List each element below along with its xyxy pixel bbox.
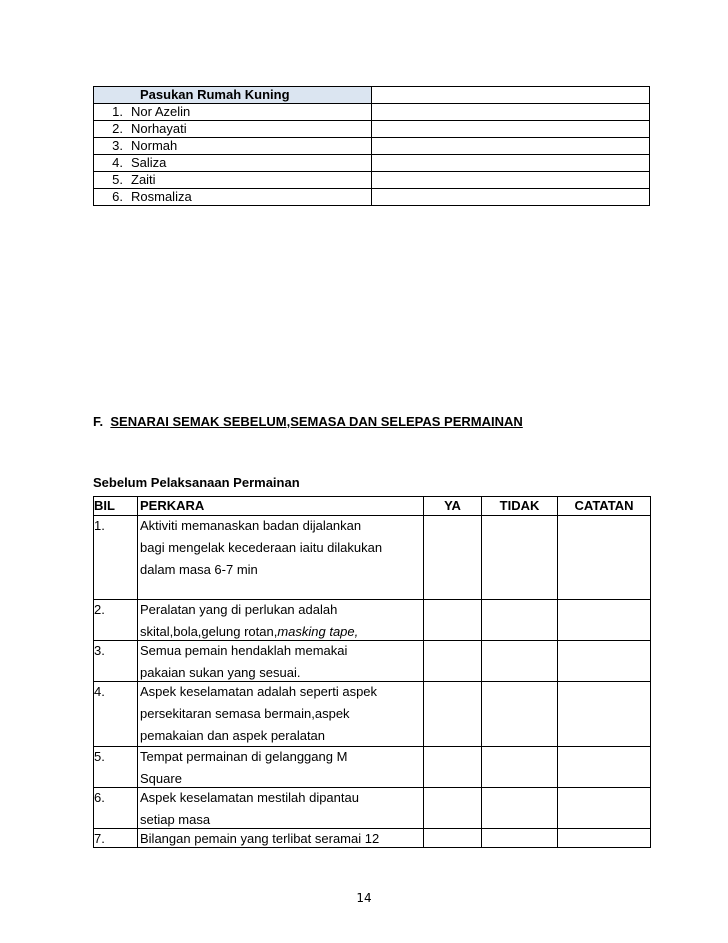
header-tidak: TIDAK — [482, 497, 558, 516]
row-ya[interactable] — [424, 788, 482, 829]
header-perkara: PERKARA — [138, 497, 424, 516]
row-perkara: Semua pemain hendaklah memakai pakaian sukan yang sesuai. — [138, 641, 424, 682]
row-catatan[interactable] — [558, 600, 651, 641]
checklist-row — [94, 641, 651, 682]
team-row — [94, 172, 650, 189]
row-perkara: Bilangan pemain yang terlibat seramai 12 — [138, 829, 424, 848]
checklist-row — [94, 747, 651, 788]
team-header: Pasukan Rumah Kuning — [94, 87, 372, 104]
row-catatan[interactable] — [558, 829, 651, 848]
row-catatan[interactable] — [558, 641, 651, 682]
row-tidak[interactable] — [482, 516, 558, 600]
row-bil: 1. — [94, 516, 138, 600]
row-ya[interactable] — [424, 682, 482, 747]
checklist-row — [94, 788, 651, 829]
checklist-table — [93, 496, 651, 848]
row-ya[interactable] — [424, 747, 482, 788]
row-ya[interactable] — [424, 829, 482, 848]
member-num: 2. — [112, 121, 123, 136]
team-row — [94, 138, 650, 155]
subsection-heading: Sebelum Pelaksanaan Permainan — [93, 475, 300, 490]
row-tidak[interactable] — [482, 600, 558, 641]
team-header-empty — [372, 87, 650, 104]
header-catatan: CATATAN — [558, 497, 651, 516]
row-tidak[interactable] — [482, 788, 558, 829]
member-num: 3. — [112, 138, 123, 153]
row-bil: 5. — [94, 747, 138, 788]
member-num: 5. — [112, 172, 123, 187]
team-table — [93, 86, 650, 206]
page-number: 14 — [356, 891, 372, 905]
member-name: Nor Azelin — [131, 104, 191, 119]
member-name: Saliza — [131, 155, 167, 170]
row-tidak[interactable] — [482, 747, 558, 788]
member-name: Rosmaliza — [131, 189, 192, 204]
member-name: Normah — [131, 138, 178, 153]
row-ya[interactable] — [424, 600, 482, 641]
row-bil: 4. — [94, 682, 138, 747]
row-bil: 7. — [94, 829, 138, 848]
checklist-header-row — [94, 497, 651, 516]
row-perkara: Aspek keselamatan mestilah dipantau setiap masa — [138, 788, 424, 829]
row-catatan[interactable] — [558, 747, 651, 788]
member-name: Zaiti — [131, 172, 156, 187]
header-bil: BIL — [94, 497, 138, 516]
row-perkara: Peralatan yang di perlukan adalah skital,bola,gelung rotan,masking tape, — [138, 600, 424, 641]
member-num: 4. — [112, 155, 123, 170]
team-header-row — [94, 87, 650, 104]
section-letter: F. — [93, 414, 104, 429]
row-catatan[interactable] — [558, 682, 651, 747]
checklist-row — [94, 600, 651, 641]
row-tidak[interactable] — [482, 682, 558, 747]
row-catatan[interactable] — [558, 788, 651, 829]
row-tidak[interactable] — [482, 829, 558, 848]
member-name: Norhayati — [131, 121, 187, 136]
checklist-row — [94, 516, 651, 600]
section-heading — [93, 414, 523, 429]
row-bil: 3. — [94, 641, 138, 682]
row-perkara: Aktiviti memanaskan badan dijalankan bagi mengelak kecederaan iaitu dilakukan dalam masa 6-7 min — [138, 516, 424, 600]
row-catatan[interactable] — [558, 516, 651, 600]
row-perkara: Tempat permainan di gelanggang M Square — [138, 747, 424, 788]
row-perkara: Aspek keselamatan adalah seperti aspek persekitaran semasa bermain,aspek pemakaian dan aspek peralatan — [138, 682, 424, 747]
row-ya[interactable] — [424, 641, 482, 682]
member-num: 1. — [112, 104, 123, 119]
member-num: 6. — [112, 189, 123, 204]
italic-text: masking tape, — [277, 624, 359, 639]
team-row — [94, 155, 650, 172]
checklist-row — [94, 829, 651, 848]
row-bil: 6. — [94, 788, 138, 829]
team-row — [94, 121, 650, 138]
section-title: SENARAI SEMAK SEBELUM,SEMASA DAN SELEPAS PERMAINAN — [110, 414, 523, 429]
row-bil: 2. — [94, 600, 138, 641]
checklist-row — [94, 682, 651, 747]
row-tidak[interactable] — [482, 641, 558, 682]
row-ya[interactable] — [424, 516, 482, 600]
header-ya: YA — [424, 497, 482, 516]
team-row — [94, 104, 650, 121]
team-row — [94, 189, 650, 206]
